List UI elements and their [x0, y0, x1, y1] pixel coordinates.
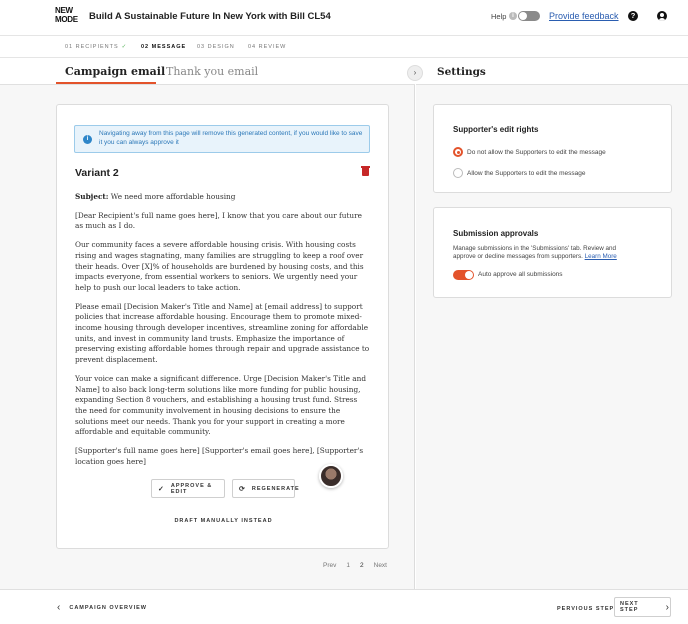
collapse-panel-button[interactable]	[407, 65, 423, 81]
check-icon: ✓	[158, 485, 165, 493]
variant-title: Variant 2	[75, 167, 119, 179]
footer-nav	[0, 589, 688, 624]
step-nav	[0, 36, 688, 58]
newmode-logo[interactable]: NEW MODE	[55, 6, 78, 24]
email-paragraph: [Dear Recipient's full name goes here], I know that you care about our future as much as I do.	[75, 210, 362, 231]
auto-approve-label: Auto approve all submissions	[478, 271, 563, 278]
top-header	[0, 0, 688, 36]
campaign-overview-button[interactable]: ‹ CAMPAIGN OVERVIEW	[57, 602, 147, 613]
trash-icon[interactable]	[362, 168, 369, 176]
pagination-page[interactable]: 1	[346, 562, 350, 569]
step-message[interactable]: 02 MESSAGE	[141, 44, 187, 50]
radio-allow-edit[interactable]: Allow the Supporters to edit the message	[453, 168, 586, 178]
radio-button[interactable]	[453, 168, 463, 178]
info-icon: i	[83, 135, 92, 144]
submission-approvals-card	[433, 207, 672, 298]
radio-do-not-allow-edit[interactable]: Do not allow the Supporters to edit the message	[453, 147, 606, 157]
chevron-right-icon: ›	[665, 601, 670, 613]
email-paragraph: Our community faces a severe affordable housing crisis. With housing costs rising and wages stagnating, many families are struggling to keep a roof over their heads. Over [X]% of households are burdened by housing costs, and this impacts everyone, from essential workers to seniors. We urgently need your help to push our local leaders to take action.	[75, 240, 364, 292]
info-banner-text: Navigating away from this page will remove this generated content, if you would like to save it you can always approve it	[99, 130, 363, 146]
auto-approve-toggle[interactable]	[453, 270, 474, 280]
settings-header	[413, 58, 688, 85]
info-banner	[74, 125, 370, 153]
pagination-next[interactable]: Next	[373, 562, 387, 569]
edit-rights-title: Supporter's edit rights	[453, 125, 539, 134]
radio-button[interactable]	[453, 147, 463, 157]
learn-more-link[interactable]: Learn More	[584, 253, 617, 260]
help-label: Help	[491, 12, 507, 21]
email-body	[75, 192, 371, 475]
regenerate-button[interactable]: ⟳ REGENERATE	[232, 479, 295, 498]
toggle-knob	[465, 271, 473, 279]
draft-manually-link[interactable]: DRAFT MANUALLY INSTEAD	[174, 518, 273, 524]
settings-panel	[416, 85, 688, 589]
chevron-left-icon: ‹	[57, 602, 62, 613]
email-panel	[0, 58, 415, 589]
next-step-button[interactable]: NEXT STEP ›	[614, 597, 671, 617]
email-tabs	[0, 58, 415, 85]
email-subject: Subject: We need more affordable housing	[75, 192, 236, 201]
email-paragraph: Your voice can make a significant difference. Urge [Decision Maker's Title and Name] to also back long-term solutions like more funding for public housing, expanding Section 8 vouchers, and establishing a housing trust fund. Stress the need for community involvement in housing decisions to ensure the solutions meet our needs. Thank you for your support in creating a more affordable and equitable community.	[75, 373, 367, 437]
tab-campaign-email[interactable]: Campaign email	[65, 65, 166, 78]
refresh-icon: ⟳	[239, 485, 246, 493]
user-avatar	[319, 464, 343, 488]
check-icon: ✓	[121, 44, 128, 50]
active-tab-indicator	[56, 82, 156, 84]
step-review[interactable]: 04 REVIEW	[248, 44, 287, 50]
tab-thank-you-email[interactable]: Thank you email	[166, 65, 259, 78]
approvals-description: Manage submissions in the 'Submissions' tab. Review and approve or decline messages from supporters. Learn More	[453, 245, 617, 260]
pagination-page-current[interactable]: 2	[360, 562, 364, 569]
campaign-title: Build A Sustainable Future In New York with Bill CL54	[89, 11, 331, 22]
user-account-icon[interactable]	[657, 11, 667, 21]
settings-title: Settings	[437, 66, 486, 78]
step-design[interactable]: 03 DESIGN	[197, 44, 235, 50]
chevron-right-icon: ›	[413, 68, 417, 77]
previous-step-button[interactable]: PERVIOUS STEP	[557, 606, 615, 612]
email-paragraph: Please email [Decision Maker's Title and Name] at [email address] to support policies that increase affordable housing. Encourage them to promote mixed-income housing through developer incentives, streamline zoning for affordable units, and invest in community land trusts. Emphasize the importance of preserving existing affordable homes through repair and upgrade assistance to prevent displacement.	[75, 301, 370, 365]
provide-feedback-link[interactable]: Provide feedback	[549, 11, 619, 21]
variant-pagination	[323, 562, 387, 569]
help-question-icon[interactable]: ?	[628, 11, 638, 21]
email-signature: [Supporter's full name goes here] [Supporter's email goes here], [Supporter's location goes here]	[75, 446, 364, 466]
step-recipients[interactable]: 01 RECIPIENTS ✓	[65, 44, 128, 50]
email-variant-card	[56, 104, 389, 549]
edit-rights-card	[433, 104, 672, 193]
pagination-prev[interactable]: Prev	[323, 562, 337, 569]
help-toggle[interactable]	[518, 11, 540, 21]
approvals-title: Submission approvals	[453, 229, 539, 238]
approve-edit-button[interactable]: ✓ APPROVE & EDIT	[151, 479, 225, 498]
info-icon: i	[509, 12, 517, 20]
toggle-knob	[519, 12, 527, 20]
